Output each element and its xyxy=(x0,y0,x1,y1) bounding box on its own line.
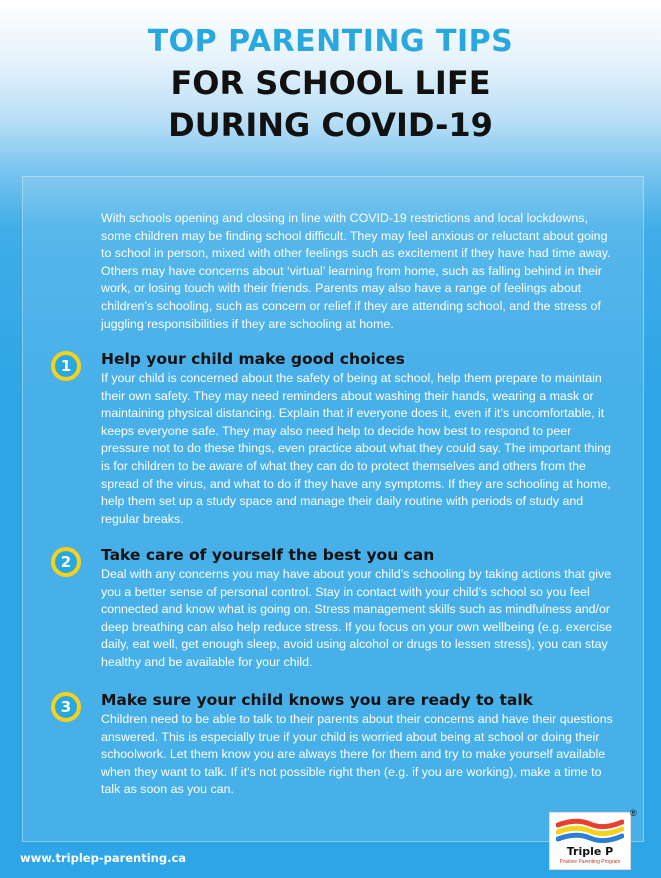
tip-2 xyxy=(101,546,621,672)
tip-1 xyxy=(101,350,621,528)
intro-paragraph: With schools opening and closing in line with COVID-19 restrictions and local lockdowns, some children may be finding school difficult. They may feel anxious or reluctant about going to school in person, mixed with other feelings such as excitement if they have had time away. Others may have concerns about ‘virtual’ learning from home, such as falling behind in their work, or losing touch with their friends. Parents may also have a range of feelings about children’s schooling, such as concern or relief if they are attending school, and the stress of juggling responsibilities if they are schooling at home. xyxy=(101,211,611,331)
logo-name: Triple P xyxy=(566,845,614,858)
tip-2-body: Deal with any concerns you may have about your child’s schooling by taking actions that give you a better sense of personal control. Stay in contact with your child’s school so you feel connected and know what is going on. Stress management skills such as mindfulness and/or deep breathing can also help reduce stress. If you focus on your own wellbeing (e.g. exercise daily, eat well, get enough sleep, avoid using alcohol or drugs to lessen stress), you can stay healthy and be available for your child. xyxy=(101,567,613,669)
logo-tagline: Positive Parenting Program xyxy=(559,859,621,865)
tip-3-body: Children need to be able to talk to their parents about their concerns and have their questions answered. This is especially true if your child is worried about being at school or doing their schoolwork. Let them know you are always there for them and try to make yourself available when they want to talk. If it’s not possible right then (e.g. if you are working), make a time to talk as soon as you can. xyxy=(101,712,613,797)
tip-1-body: If your child is concerned about the safety of being at school, help them prepare to maintain their own safety. They may need reminders about washing their hands, wearing a mask or maintaining physical distancing. Explain that if everyone does it, even if it’s uncomfortable, it keeps everyone safe. They may also need help to decide how best to respond to peer pressure not to do these things, even practice about what they could say. The important thing is for children to be aware of what they can do to protect themselves and others from the spread of the virus, and what to do if they have any symptoms. If they are schooling at home, help them set up a study space and manage their daily routine with periods of study and regular breaks. xyxy=(101,371,611,526)
rainbow-stripes-icon xyxy=(556,817,624,845)
title-line-1: TOP PARENTING TIPS xyxy=(147,24,514,59)
title-line-2: FOR SCHOOL LIFE xyxy=(170,64,491,102)
tip-2-number-badge: 2 xyxy=(51,547,81,577)
triple-p-logo xyxy=(549,812,631,870)
tip-3-heading: Make sure your child knows you are ready to talk xyxy=(101,691,533,709)
tip-1-number-badge: 1 xyxy=(51,351,81,381)
registered-mark: ® xyxy=(630,808,637,818)
website-link[interactable]: www.triplep-parenting.ca xyxy=(20,851,187,865)
title-line-3: DURING COVID-19 xyxy=(168,106,493,144)
tip-2-heading: Take care of yourself the best you can xyxy=(101,546,435,564)
tip-3-number-badge: 3 xyxy=(51,692,81,722)
tip-3 xyxy=(101,691,621,799)
tip-1-heading: Help your child make good choices xyxy=(101,350,405,368)
